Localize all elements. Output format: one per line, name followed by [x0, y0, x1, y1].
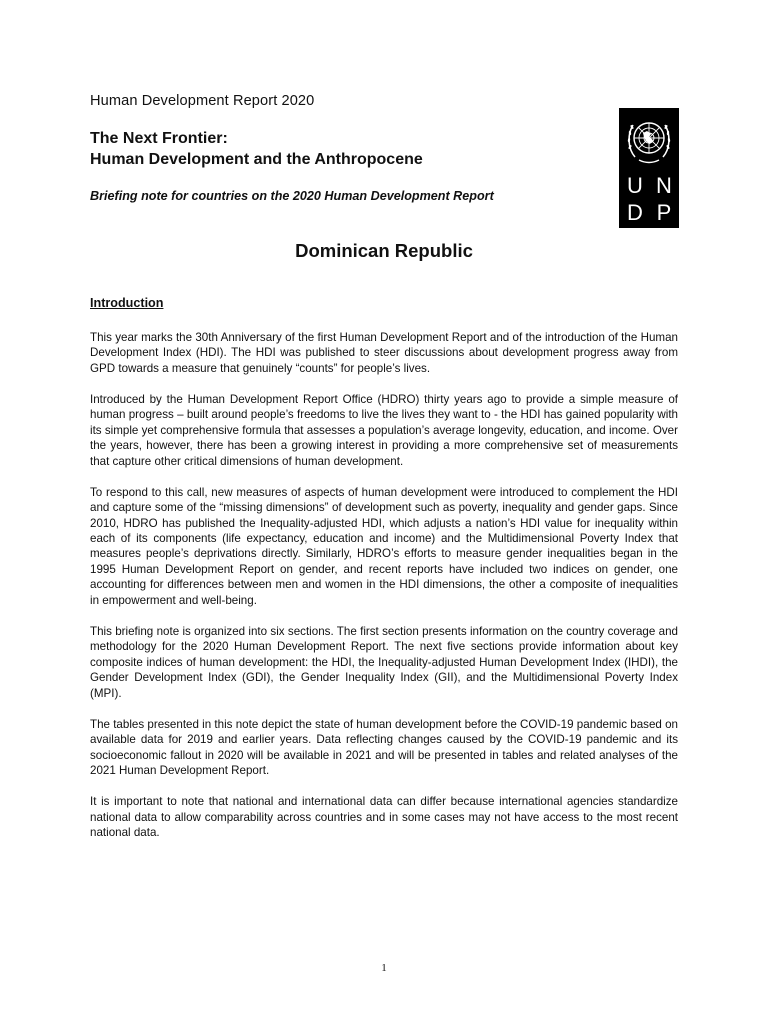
- paragraph-4: This briefing note is organized into six sections. The first section presents information on the country coverage and methodology for the 2020 Human Development Report. The next five sections provide information about key composite indices of human development: the HDI, the Inequality-adjusted Human Development Index (IHDI), the Gender Development Index (GDI), the Gender Inequality Index (GII), and the Multidimensional Poverty Index (MPI).: [90, 624, 678, 700]
- paragraph-6: It is important to note that national and international data can differ because international agencies standardize national data to allow comparability across countries and in some cases may not have access to the most recent national data.: [90, 795, 678, 839]
- undp-logo: [619, 108, 679, 228]
- logo-letter-n: N: [656, 173, 672, 198]
- section-heading-introduction: Introduction: [90, 296, 164, 310]
- page-number: 1: [381, 962, 387, 974]
- logo-letter-d: D: [627, 200, 643, 225]
- paragraph-1: This year marks the 30th Anniversary of the first Human Development Report and of the introduction of the Human Development Index (HDI). The HDI was published to steer discussions about development progress away from GPD towards a measure that genuinely “counts” for people’s lives.: [90, 331, 678, 375]
- report-label: Human Development Report 2020: [90, 93, 315, 109]
- document-title: [90, 128, 423, 170]
- paragraph-2: Introduced by the Human Development Report Office (HDRO) thirty years ago to provide a simple measure of human progress – built around people’s freedoms to live the lives they want to - the HDI has gained popularity with its simple yet comprehensive formula that assesses a population’s average longevity, education, and income. Over the years, however, there has been a growing interest in providing a more comprehensive set of measurements that capture other critical dimensions of human development.: [90, 393, 678, 468]
- logo-letter-u: U: [627, 173, 643, 198]
- introduction-body: [90, 330, 678, 856]
- country-title: Dominican Republic: [295, 240, 473, 261]
- paragraph-3: To respond to this call, new measures of aspects of human development were introduced to complement the HDI and capture some of the “missing dimensions” of development such as poverty, inequality and gender gaps. Since 2010, HDRO has published the Inequality-adjusted HDI, which adjusts a nation’s HDI value for inequality within each of its components (life expectancy, education and income) and the Multidimensional Poverty Index that measures people’s deprivations directly. Similarly, HDRO’s efforts to measure gender inequalities began in the 1995 Human Development Report on gender, and recent reports have included two indices on gender, one accounting for differences between men and women in the HDI dimensions, the other a composite of inequalities in empowerment and well-being.: [90, 485, 678, 607]
- title-line-2: Human Development and the Anthropocene: [90, 151, 423, 168]
- un-emblem-icon: [625, 113, 673, 165]
- title-line-1: The Next Frontier:: [90, 130, 228, 147]
- briefing-subtitle: Briefing note for countries on the 2020 Human Development Report: [90, 189, 494, 203]
- logo-letter-p: P: [656, 200, 672, 225]
- paragraph-5: The tables presented in this note depict the state of human development before the COVID-19 pandemic based on available data for 2019 and earlier years. Data reflecting changes caused by the COVID-19 pandemic and its socioeconomic fallout in 2020 will be available in 2021 and will be presented in tables and related analyses of the 2021 Human Development Report.: [90, 717, 678, 777]
